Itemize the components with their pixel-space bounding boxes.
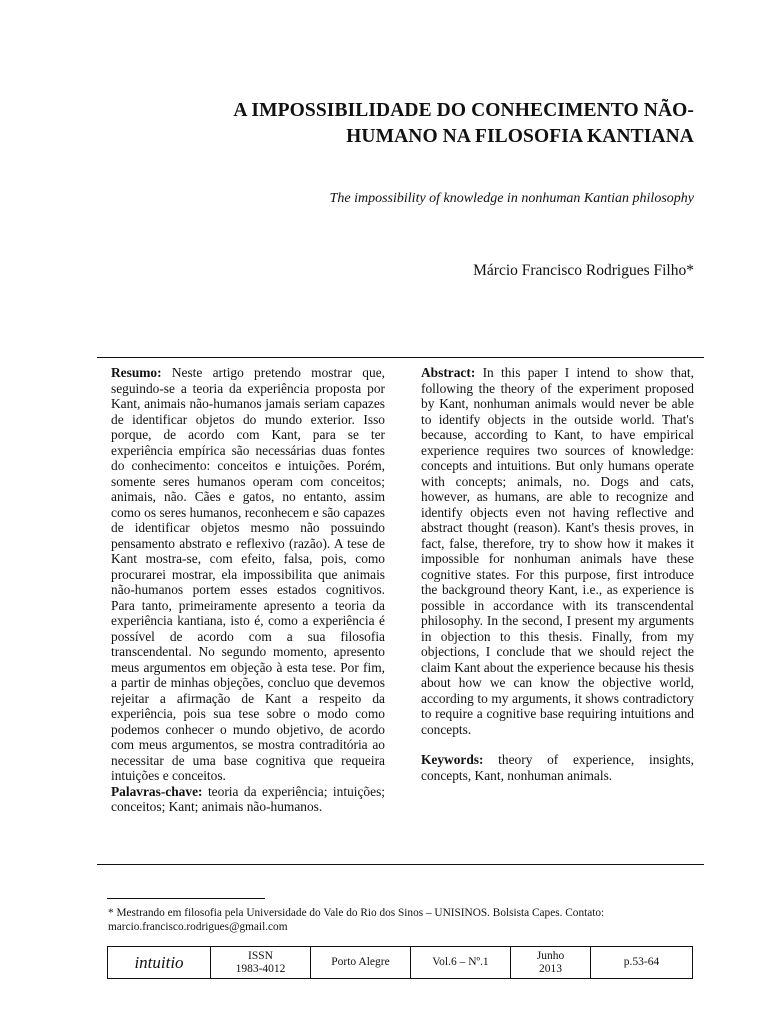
year: 2013 [539, 962, 562, 975]
month: Junho [536, 949, 565, 962]
article-title [180, 98, 694, 150]
volume-cell [410, 947, 510, 978]
resumo-text: Neste artigo pretendo mostrar que, seguindo-se a teoria da experiência proposta por Kant, animais não-humanos jamais seriam capazes de identificar objetos do mundo exterior. Isso porque, de acordo com Kant, para se ter experiência empírica são necessárias duas fontes do conhecimento: conceitos e intuições. Porém, somente seres humanos operam com conceitos; animais, não. Cães e gatos, no entanto, assim como os seres humanos, reconhecem e são capazes de identificar objetos mesmo não possuindo pensamento abstrato e reflexivo (razão). A tese de Kant mostra-se, com efeito, falsa, pois, como procurarei mostrar, ela impossibilita que animais não-humanos portem esses estados cognitivos. Para tanto, primeiramente apresento a teoria da experiência kantiana, isto é, como a experiência é possível de acordo com a sua filosofia transcendental. No segundo momento, apresento meus argumentos em objeção à esta tese. Por fim, a partir de minhas objeções, concluo que devemos rejeitar a afirmação de Kant a respeito da experiência, pois sua tese sobre o modo como podemos conhecer o mundo objetivo, de acordo com meus argumentos, se mostra contraditória ao necessitar de uma base cognitiva que requeira intuições e conceitos. [111, 365, 385, 783]
top-divider [97, 357, 704, 358]
issn-number: 1983-4012 [235, 962, 286, 975]
bottom-divider [97, 864, 704, 865]
journal-cell [108, 947, 210, 978]
date-cell [510, 947, 590, 978]
palavras-chave-paragraph [111, 784, 385, 815]
english-title: The impossibility of knowledge in nonhuman Kantian philosophy [329, 191, 694, 206]
abstract-text: In this paper I intend to show that, following the theory of the experiment proposed by Kant, nonhuman animals would never be able to identify objects in the outside world. That's because, according to Kant, to have empirical experience requires two sources of knowledge: concepts and intuitions. But only humans operate with concepts; animals, no. Dogs and cats, however, as humans, are able to recognize and identify objects even not having reflective and abstract thought (reason). Kant's thesis proves, in fact, false, therefore, try to show how it makes it impossible for nonhuman animals have these cognitive states. For this purpose, first introduce the background theory Kant, i.e., as experience is possible in accordance with its transcendental philosophy. In the second, I present my arguments in objection to this thesis. Finally, from my objections, I conclude that we should reject the claim Kant about the experience because his thesis about how we can know the objective world, according to my arguments, it shows contradictory to require a cognitive base requiring intuitions and concepts. [421, 365, 694, 737]
footnote-rule [107, 898, 265, 899]
keywords-text: theory of experience, insights, concepts, Kant, nonhuman animals. [421, 752, 694, 783]
keywords-label: Keywords: [421, 752, 484, 767]
palavras-chave-label: Palavras-chave: [111, 783, 203, 799]
resumo-label: Resumo: [111, 365, 162, 380]
issn-cell [210, 947, 310, 978]
author-footnote: * Mestrando em filosofia pela Universidade do Vale do Rio dos Sinos – UNISINOS. Bolsista Capes. Contato: marcio.francisco.rodrigues@gmail.com [108, 907, 605, 933]
abstract-column [421, 365, 694, 783]
pages-cell [590, 947, 692, 978]
keywords-paragraph [421, 752, 694, 783]
abstract-paragraph [421, 365, 694, 737]
issn-label: ISSN [248, 949, 273, 962]
title-line-1: A IMPOSSIBILIDADE DO CONHECIMENTO NÃO- [233, 100, 694, 121]
pages: p.53-64 [623, 956, 660, 968]
city-cell [310, 947, 410, 978]
palavras-chave-text: teoria da experiência; intuições; conceitos; Kant; animais não-humanos. [111, 783, 385, 814]
volume: Vol.6 – Nº.1 [432, 956, 489, 968]
journal-footer-table [107, 946, 693, 979]
abstract-label: Abstract: [421, 365, 476, 380]
resumo-column [111, 365, 385, 815]
resumo-paragraph [111, 365, 385, 784]
city: Porto Alegre [331, 956, 390, 968]
title-line-2: HUMANO NA FILOSOFIA KANTIANA [346, 126, 694, 147]
author-name: Márcio Francisco Rodrigues Filho* [473, 262, 694, 279]
journal-name: intuitio [134, 953, 184, 972]
